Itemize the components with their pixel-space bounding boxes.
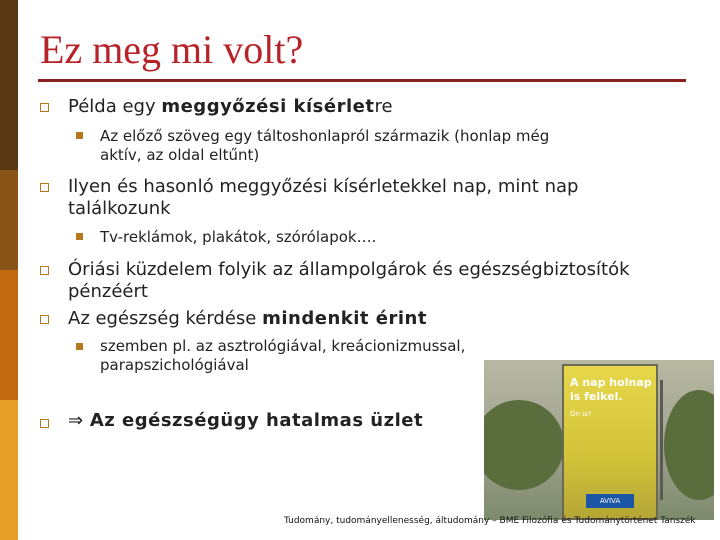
poster-line-2: is felkel. [570,390,623,403]
aviva-logo: AVIVA [586,494,634,508]
tree-shape [484,400,564,490]
bullet-5-bold: Az egészségügy hatalmas üzlet [83,410,424,431]
sub-bullet-icon [76,132,83,139]
sub-bullet-icon [76,233,83,240]
bullet-4-text: Az egészség kérdése [68,308,263,329]
bullet-4 [68,308,427,330]
bullet-square-icon [40,103,49,112]
poster-billboard [562,364,658,520]
sidebar-band-2 [0,170,18,270]
bullet-3-line-2: pénzéért [68,281,148,302]
sub-bullet-1 [100,127,549,165]
pole-shape [660,380,663,500]
sub-bullet-icon [76,343,83,350]
bullet-square-icon [40,183,49,192]
sub-bullet-3 [100,337,465,375]
bullet-square-icon [40,266,49,275]
bullet-2-line-1: Ilyen és hasonló meggyőzési kísérletekkel nap, mint nap [68,176,579,197]
sub-bullet-3-line-1: szemben pl. az asztrológiával, kreácionizmussal, [100,337,466,355]
implies-arrow-icon: ⇒ [68,410,84,431]
bullet-1-text: Példa egy [68,96,162,117]
bullet-3-line-1: Óriási küzdelem folyik az állampolgárok és egészségbiztosítók [68,259,630,280]
tree-shape [664,390,714,500]
footer-text: Tudomány, tudományellenesség, áltudomány – BME Filozófia és Tudománytörténet Tanszék [284,516,696,526]
title-underline [38,79,686,82]
bullet-square-icon [40,419,49,428]
bullet-1-suffix: re [374,96,393,117]
sub-bullet-1-line-2: aktív, az oldal eltűnt) [100,146,260,164]
bullet-3 [68,259,630,303]
poster-line-1: A nap holnap [570,376,652,389]
bullet-1-bold: meggyőzési kísérlet [161,96,375,117]
bullet-4-bold: mindenkit érint [262,308,427,329]
sidebar-decoration [0,0,18,540]
bullet-1 [68,96,393,118]
slide-title: Ez meg mi volt? [40,27,304,72]
bullet-2-line-2: találkozunk [68,198,171,219]
poster-headline [570,376,652,404]
sub-bullet-2: Tv-reklámok, plakátok, szórólapok…. [100,228,377,246]
bullet-5 [68,410,423,432]
sub-bullet-1-line-1: Az előző szöveg egy táltoshonlapról származik (honlap még [100,127,550,145]
sidebar-band-3 [0,270,18,400]
sidebar-band-1 [0,0,18,170]
sidebar-band-4 [0,400,18,540]
bullet-2 [68,176,578,220]
sub-bullet-3-line-2: parapszichológiával [100,356,249,374]
bus-stop-photo [484,360,714,520]
bullet-square-icon [40,315,49,324]
poster-small-text: Ön is? [570,410,592,418]
